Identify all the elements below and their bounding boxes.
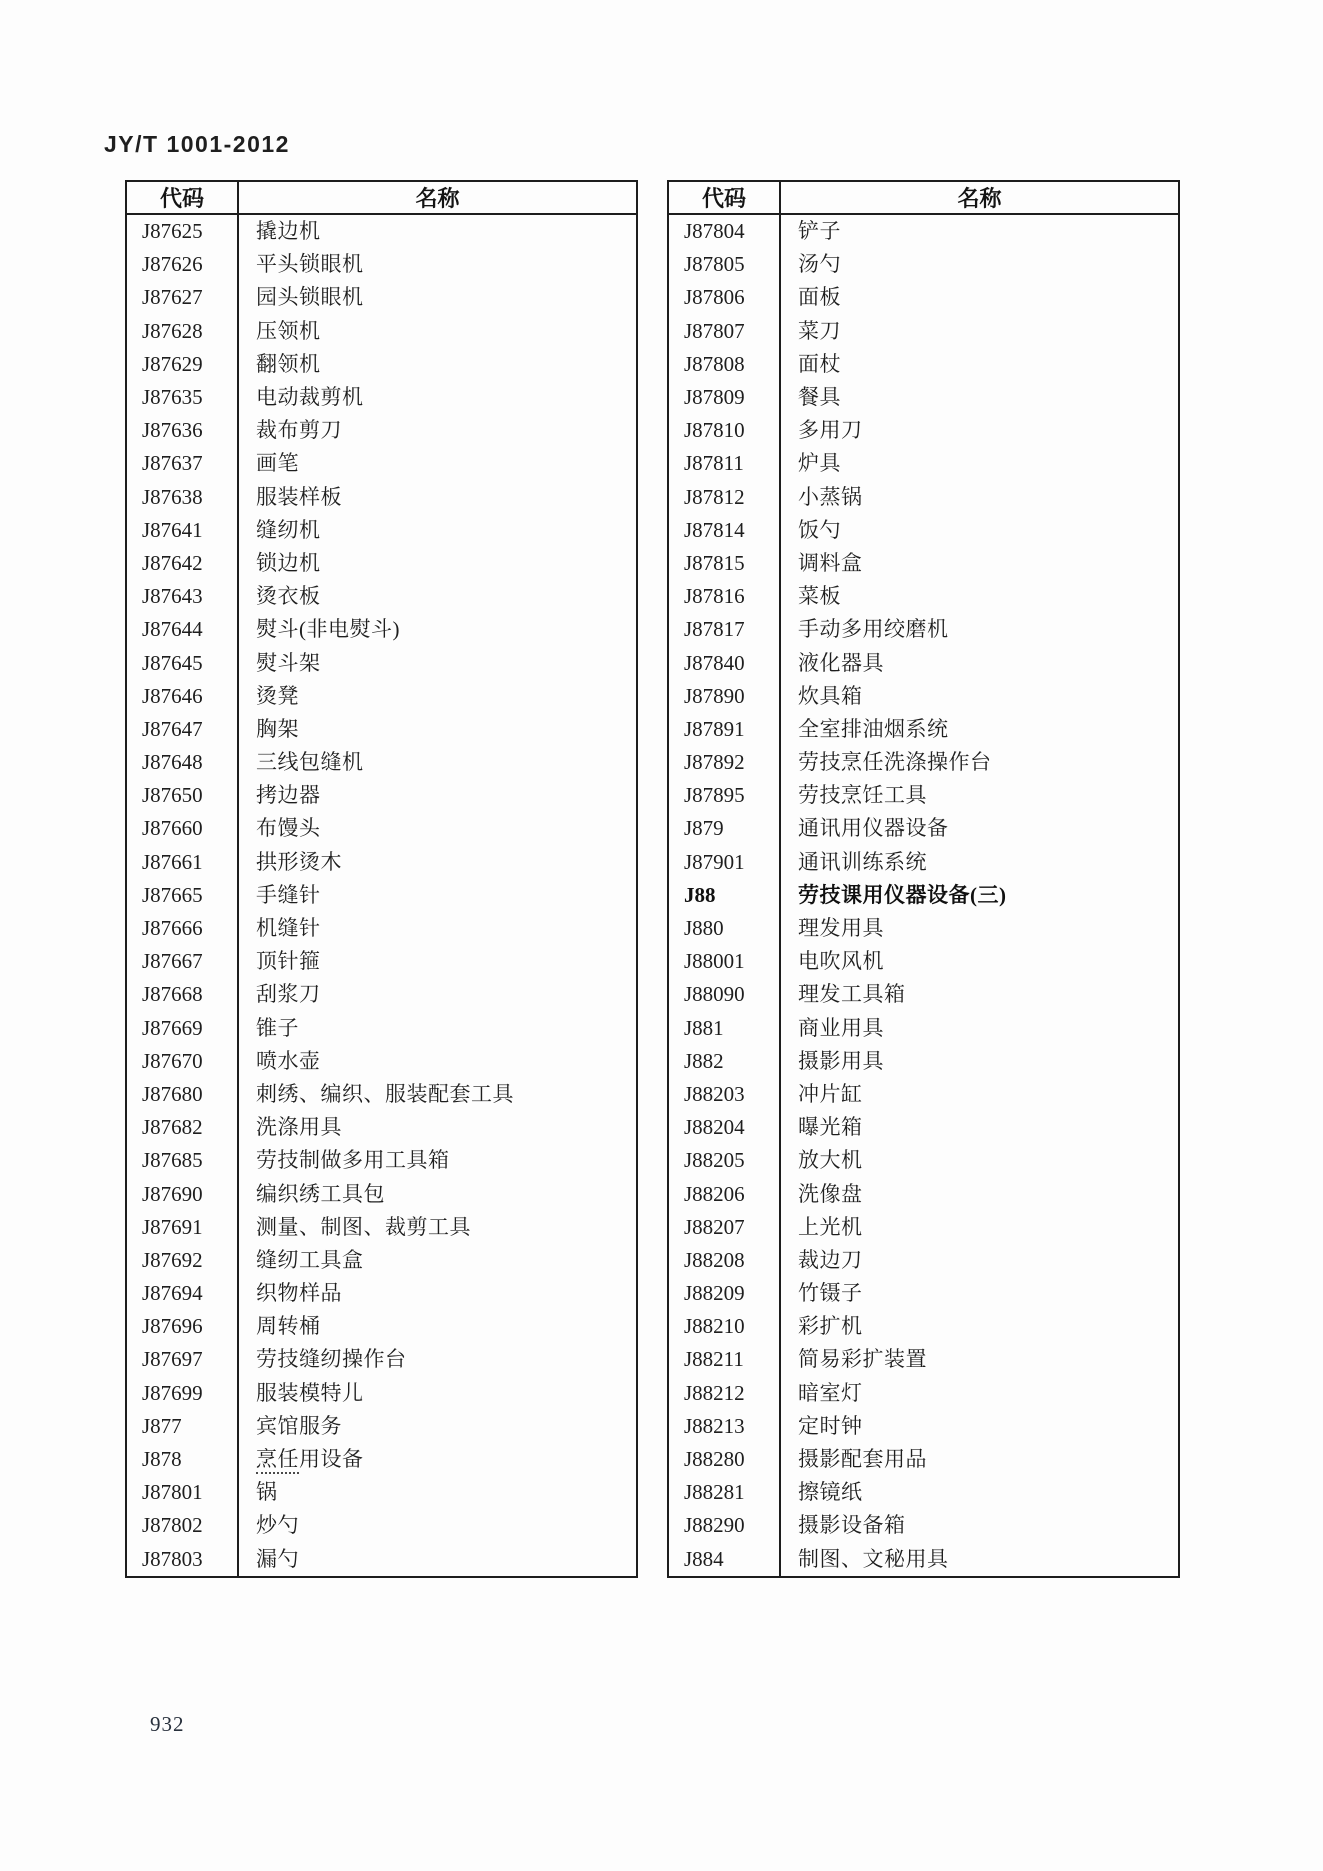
name-cell: 编织绣工具包 <box>256 1181 385 1206</box>
code-cell: J87627 <box>126 281 238 314</box>
table-row <box>668 248 1179 281</box>
code-cell: J87642 <box>126 547 238 580</box>
name-cell: 理发工具箱 <box>798 982 906 1007</box>
left-table-body <box>126 214 637 1577</box>
name-cell: 熨斗(非电熨斗) <box>256 617 400 642</box>
table-row <box>668 547 1179 580</box>
code-cell: J87667 <box>126 945 238 978</box>
name-cell: 调料盒 <box>798 550 863 575</box>
code-cell: J87816 <box>668 580 780 613</box>
code-cell: J87891 <box>668 713 780 746</box>
name-cell: 劳技缝纫操作台 <box>256 1347 407 1372</box>
name-cell: 布馒头 <box>256 816 321 841</box>
table-row <box>126 912 637 945</box>
name-cell: 平头锁眼机 <box>256 252 364 277</box>
name-cell: 锅 <box>256 1480 278 1505</box>
name-cell: 画笔 <box>256 451 299 476</box>
name-cell: 摄影用具 <box>798 1048 884 1073</box>
code-cell: J87696 <box>126 1310 238 1343</box>
code-cell: J88211 <box>668 1343 780 1376</box>
code-cell: J88290 <box>668 1509 780 1542</box>
table-row <box>126 1476 637 1509</box>
code-cell: J87629 <box>126 348 238 381</box>
column-header-code: 代码 <box>126 181 238 214</box>
table-row <box>668 281 1179 314</box>
table-row <box>668 481 1179 514</box>
name-cell: 撬边机 <box>256 219 321 244</box>
name-cell: 液化器具 <box>798 650 884 675</box>
name-cell: 顶针箍 <box>256 949 321 974</box>
name-cell: 喷水壶 <box>256 1048 321 1073</box>
code-cell: J87626 <box>126 248 238 281</box>
name-cell: 园头锁眼机 <box>256 285 364 310</box>
name-cell: 服装模特儿 <box>256 1380 364 1405</box>
name-cell: 劳技制做多用工具箱 <box>256 1148 450 1173</box>
table-row <box>126 580 637 613</box>
code-cell: J87641 <box>126 514 238 547</box>
table-row <box>668 945 1179 978</box>
table-row <box>668 381 1179 414</box>
name-cell: 机缝针 <box>256 916 321 941</box>
code-cell: J87802 <box>126 1509 238 1542</box>
code-cell: J878 <box>126 1443 238 1476</box>
table-row <box>668 1177 1179 1210</box>
table-row <box>126 514 637 547</box>
code-table-left <box>125 180 638 1578</box>
code-cell: J87628 <box>126 315 238 348</box>
name-cell: 餐具 <box>798 385 841 410</box>
code-cell: J87635 <box>126 381 238 414</box>
name-cell: 面板 <box>798 285 841 310</box>
table-row <box>668 1310 1179 1343</box>
code-cell: J88205 <box>668 1144 780 1177</box>
table-row <box>126 879 637 912</box>
table-row <box>126 812 637 845</box>
code-cell: J87801 <box>126 1476 238 1509</box>
name-cell: 简易彩扩装置 <box>798 1347 927 1372</box>
code-cell: J88213 <box>668 1410 780 1443</box>
table-row <box>126 779 637 812</box>
code-cell: J87680 <box>126 1078 238 1111</box>
name-cell: 手缝针 <box>256 882 321 907</box>
table-row <box>668 978 1179 1011</box>
name-cell: 菜刀 <box>798 318 841 343</box>
table-row <box>668 713 1179 746</box>
name-cell: 擦镜纸 <box>798 1480 863 1505</box>
name-cell: 炊具箱 <box>798 683 863 708</box>
emphasized-text: 烹任 <box>256 1447 299 1474</box>
name-cell: 洗像盘 <box>798 1181 863 1206</box>
name-cell: 锥子 <box>256 1015 299 1040</box>
table-row <box>126 1343 637 1376</box>
table-row <box>668 214 1179 248</box>
code-cell: J87811 <box>668 447 780 480</box>
name-cell: 测量、制图、裁剪工具 <box>256 1214 471 1239</box>
table-row <box>668 812 1179 845</box>
name-cell: 劳技课用仪器设备(三) <box>798 882 1007 907</box>
table-row <box>126 746 637 779</box>
code-cell: J884 <box>668 1543 780 1577</box>
table-row <box>668 315 1179 348</box>
code-cell: J88090 <box>668 978 780 1011</box>
code-cell: J87840 <box>668 646 780 679</box>
name-cell: 饭勺 <box>798 517 841 542</box>
page-number: 932 <box>150 1712 185 1736</box>
table-row <box>126 315 637 348</box>
name-cell: 周转桶 <box>256 1314 321 1339</box>
header-row <box>126 181 637 214</box>
code-cell: J87668 <box>126 978 238 1011</box>
code-cell: J87685 <box>126 1144 238 1177</box>
name-cell: 刮浆刀 <box>256 982 321 1007</box>
code-cell: J87670 <box>126 1045 238 1078</box>
name-cell: 上光机 <box>798 1214 863 1239</box>
code-cell: J87669 <box>126 1012 238 1045</box>
table-row <box>668 746 1179 779</box>
table-row <box>668 348 1179 381</box>
code-cell: J87806 <box>668 281 780 314</box>
right-table-header <box>668 181 1179 214</box>
left-table-header <box>126 181 637 214</box>
code-cell: J87638 <box>126 481 238 514</box>
table-row <box>126 945 637 978</box>
name-cell: 曝光箱 <box>798 1115 863 1140</box>
table-row <box>668 879 1179 912</box>
code-cell: J87814 <box>668 514 780 547</box>
table-row <box>668 1543 1179 1577</box>
code-cell: J882 <box>668 1045 780 1078</box>
table-row <box>668 1211 1179 1244</box>
code-cell: J87805 <box>668 248 780 281</box>
code-cell: J87804 <box>668 214 780 248</box>
code-cell: J87644 <box>126 613 238 646</box>
code-cell: J87815 <box>668 547 780 580</box>
name-cell: 暗室灯 <box>798 1380 863 1405</box>
code-cell: J87643 <box>126 580 238 613</box>
table-row <box>126 646 637 679</box>
code-cell: J87697 <box>126 1343 238 1376</box>
name-cell: 漏勺 <box>256 1546 299 1571</box>
code-cell: J87890 <box>668 680 780 713</box>
name-cell: 摄影设备箱 <box>798 1513 906 1538</box>
code-cell: J87660 <box>126 812 238 845</box>
code-cell: J87694 <box>126 1277 238 1310</box>
table-row <box>668 646 1179 679</box>
table-row <box>668 779 1179 812</box>
code-cell: J87646 <box>126 680 238 713</box>
name-cell: 汤勺 <box>798 252 841 277</box>
table-row <box>668 414 1179 447</box>
code-cell: J87895 <box>668 779 780 812</box>
table-row <box>126 1443 637 1476</box>
name-cell: 定时钟 <box>798 1413 863 1438</box>
table-row <box>126 1543 637 1577</box>
name-cell: 菜板 <box>798 584 841 609</box>
name-cell: 宾馆服务 <box>256 1413 342 1438</box>
table-row <box>668 846 1179 879</box>
name-cell: 彩扩机 <box>798 1314 863 1339</box>
name-cell: 电吹风机 <box>798 949 884 974</box>
code-cell: J879 <box>668 812 780 845</box>
table-row <box>668 680 1179 713</box>
code-cell: J87901 <box>668 846 780 879</box>
code-cell: J881 <box>668 1012 780 1045</box>
name-cell: 烫凳 <box>256 683 299 708</box>
table-row <box>126 1509 637 1542</box>
table-row <box>668 1476 1179 1509</box>
name-cell: 理发用具 <box>798 916 884 941</box>
name-cell: 电动裁剪机 <box>256 385 364 410</box>
table-row <box>126 1377 637 1410</box>
code-cell: J88212 <box>668 1377 780 1410</box>
table-row <box>668 1377 1179 1410</box>
table-row <box>126 1244 637 1277</box>
code-cell: J87650 <box>126 779 238 812</box>
table-row <box>126 348 637 381</box>
code-cell: J87803 <box>126 1543 238 1577</box>
code-table-right <box>667 180 1180 1578</box>
name-cell: 三线包缝机 <box>256 750 364 775</box>
table-row <box>126 1111 637 1144</box>
name-cell: 全室排油烟系统 <box>798 716 949 741</box>
name-cell: 缝纫机 <box>256 517 321 542</box>
code-cell: J88 <box>668 879 780 912</box>
column-header-name: 名称 <box>238 181 637 214</box>
name-cell: 拷边器 <box>256 783 321 808</box>
code-cell: J88208 <box>668 1244 780 1277</box>
name-cell: 熨斗架 <box>256 650 321 675</box>
table-row <box>126 978 637 1011</box>
table-row <box>668 912 1179 945</box>
code-cell: J87892 <box>668 746 780 779</box>
code-cell: J87645 <box>126 646 238 679</box>
code-cell: J87817 <box>668 613 780 646</box>
table-row <box>126 1144 637 1177</box>
table-row <box>126 1078 637 1111</box>
table-row <box>668 1509 1179 1542</box>
table-row <box>126 281 637 314</box>
code-cell: J87807 <box>668 315 780 348</box>
table-row <box>668 447 1179 480</box>
table-row <box>126 248 637 281</box>
code-cell: J88203 <box>668 1078 780 1111</box>
code-cell: J87809 <box>668 381 780 414</box>
code-cell: J88206 <box>668 1177 780 1210</box>
name-cell: 通讯用仪器设备 <box>798 816 949 841</box>
name-cell: 翻领机 <box>256 351 321 376</box>
code-cell: J87666 <box>126 912 238 945</box>
code-cell: J877 <box>126 1410 238 1443</box>
table-row <box>126 414 637 447</box>
code-cell: J87637 <box>126 447 238 480</box>
column-header-code: 代码 <box>668 181 780 214</box>
table-row <box>126 447 637 480</box>
code-cell: J87691 <box>126 1211 238 1244</box>
code-cell: J88280 <box>668 1443 780 1476</box>
code-cell: J87682 <box>126 1111 238 1144</box>
name-cell: 铲子 <box>798 219 841 244</box>
table-row <box>126 1211 637 1244</box>
name-cell: 服装样板 <box>256 484 342 509</box>
table-row <box>126 846 637 879</box>
name-cell: 炉具 <box>798 451 841 476</box>
code-cell: J87699 <box>126 1377 238 1410</box>
code-cell: J87692 <box>126 1244 238 1277</box>
table-row <box>126 613 637 646</box>
name-cell: 拱形烫木 <box>256 849 342 874</box>
name-cell: 缝纫工具盒 <box>256 1247 364 1272</box>
table-row <box>126 1177 637 1210</box>
table-row <box>126 1012 637 1045</box>
name-cell: 裁布剪刀 <box>256 418 342 443</box>
name-cell: 刺绣、编织、服装配套工具 <box>256 1081 514 1106</box>
name-cell: 商业用具 <box>798 1015 884 1040</box>
table-row <box>126 481 637 514</box>
standard-number-title: JY/T 1001-2012 <box>104 131 290 157</box>
table-row <box>126 680 637 713</box>
name-cell: 竹镊子 <box>798 1281 863 1306</box>
code-cell: J87636 <box>126 414 238 447</box>
code-cell: J87690 <box>126 1177 238 1210</box>
name-cell: 锁边机 <box>256 550 321 575</box>
code-cell: J88210 <box>668 1310 780 1343</box>
code-cell: J87661 <box>126 846 238 879</box>
column-header-name: 名称 <box>780 181 1179 214</box>
table-row <box>126 1045 637 1078</box>
name-cell: 压领机 <box>256 318 321 343</box>
table-row <box>126 713 637 746</box>
table-row <box>668 613 1179 646</box>
name-cell: 通讯训练系统 <box>798 849 927 874</box>
code-cell: J88204 <box>668 1111 780 1144</box>
code-cell: J87647 <box>126 713 238 746</box>
table-row <box>668 580 1179 613</box>
table-row <box>126 381 637 414</box>
name-cell: 劳技烹饪工具 <box>798 783 927 808</box>
code-cell: J87665 <box>126 879 238 912</box>
table-row <box>126 1410 637 1443</box>
table-row <box>668 1410 1179 1443</box>
name-cell: 烫衣板 <box>256 584 321 609</box>
header-row <box>668 181 1179 214</box>
table-row <box>668 1012 1179 1045</box>
name-cell: 多用刀 <box>798 418 863 443</box>
right-table-body <box>668 214 1179 1577</box>
code-cell: J87648 <box>126 746 238 779</box>
table-row <box>126 214 637 248</box>
table-row <box>668 1111 1179 1144</box>
code-cell: J87810 <box>668 414 780 447</box>
table-row <box>126 547 637 580</box>
name-cell: 裁边刀 <box>798 1247 863 1272</box>
name-cell: 制图、文秘用具 <box>798 1546 949 1571</box>
name-cell: 胸架 <box>256 716 299 741</box>
name-cell: 炒勺 <box>256 1513 299 1538</box>
code-cell: J87625 <box>126 214 238 248</box>
name-cell: 面杖 <box>798 351 841 376</box>
table-row <box>668 1144 1179 1177</box>
code-cell: J87812 <box>668 481 780 514</box>
table-row <box>668 1443 1179 1476</box>
code-cell: J88209 <box>668 1277 780 1310</box>
table-row <box>668 1078 1179 1111</box>
name-cell: 摄影配套用品 <box>798 1447 927 1472</box>
name-cell: 烹任用设备 <box>238 1443 637 1476</box>
code-cell: J87808 <box>668 348 780 381</box>
name-cell: 冲片缸 <box>798 1081 863 1106</box>
table-row <box>668 1343 1179 1376</box>
table-row <box>668 514 1179 547</box>
table-row <box>668 1244 1179 1277</box>
name-cell: 劳技烹任洗涤操作台 <box>798 750 992 775</box>
name-cell: 洗涤用具 <box>256 1115 342 1140</box>
name-cell: 手动多用绞磨机 <box>798 617 949 642</box>
code-cell: J88281 <box>668 1476 780 1509</box>
name-cell: 放大机 <box>798 1148 863 1173</box>
name-cell: 织物样品 <box>256 1281 342 1306</box>
table-row <box>668 1277 1179 1310</box>
code-cell: J88001 <box>668 945 780 978</box>
code-cell: J880 <box>668 912 780 945</box>
table-row <box>126 1310 637 1343</box>
table-row <box>126 1277 637 1310</box>
table-row <box>668 1045 1179 1078</box>
name-cell: 小蒸锅 <box>798 484 863 509</box>
code-cell: J88207 <box>668 1211 780 1244</box>
